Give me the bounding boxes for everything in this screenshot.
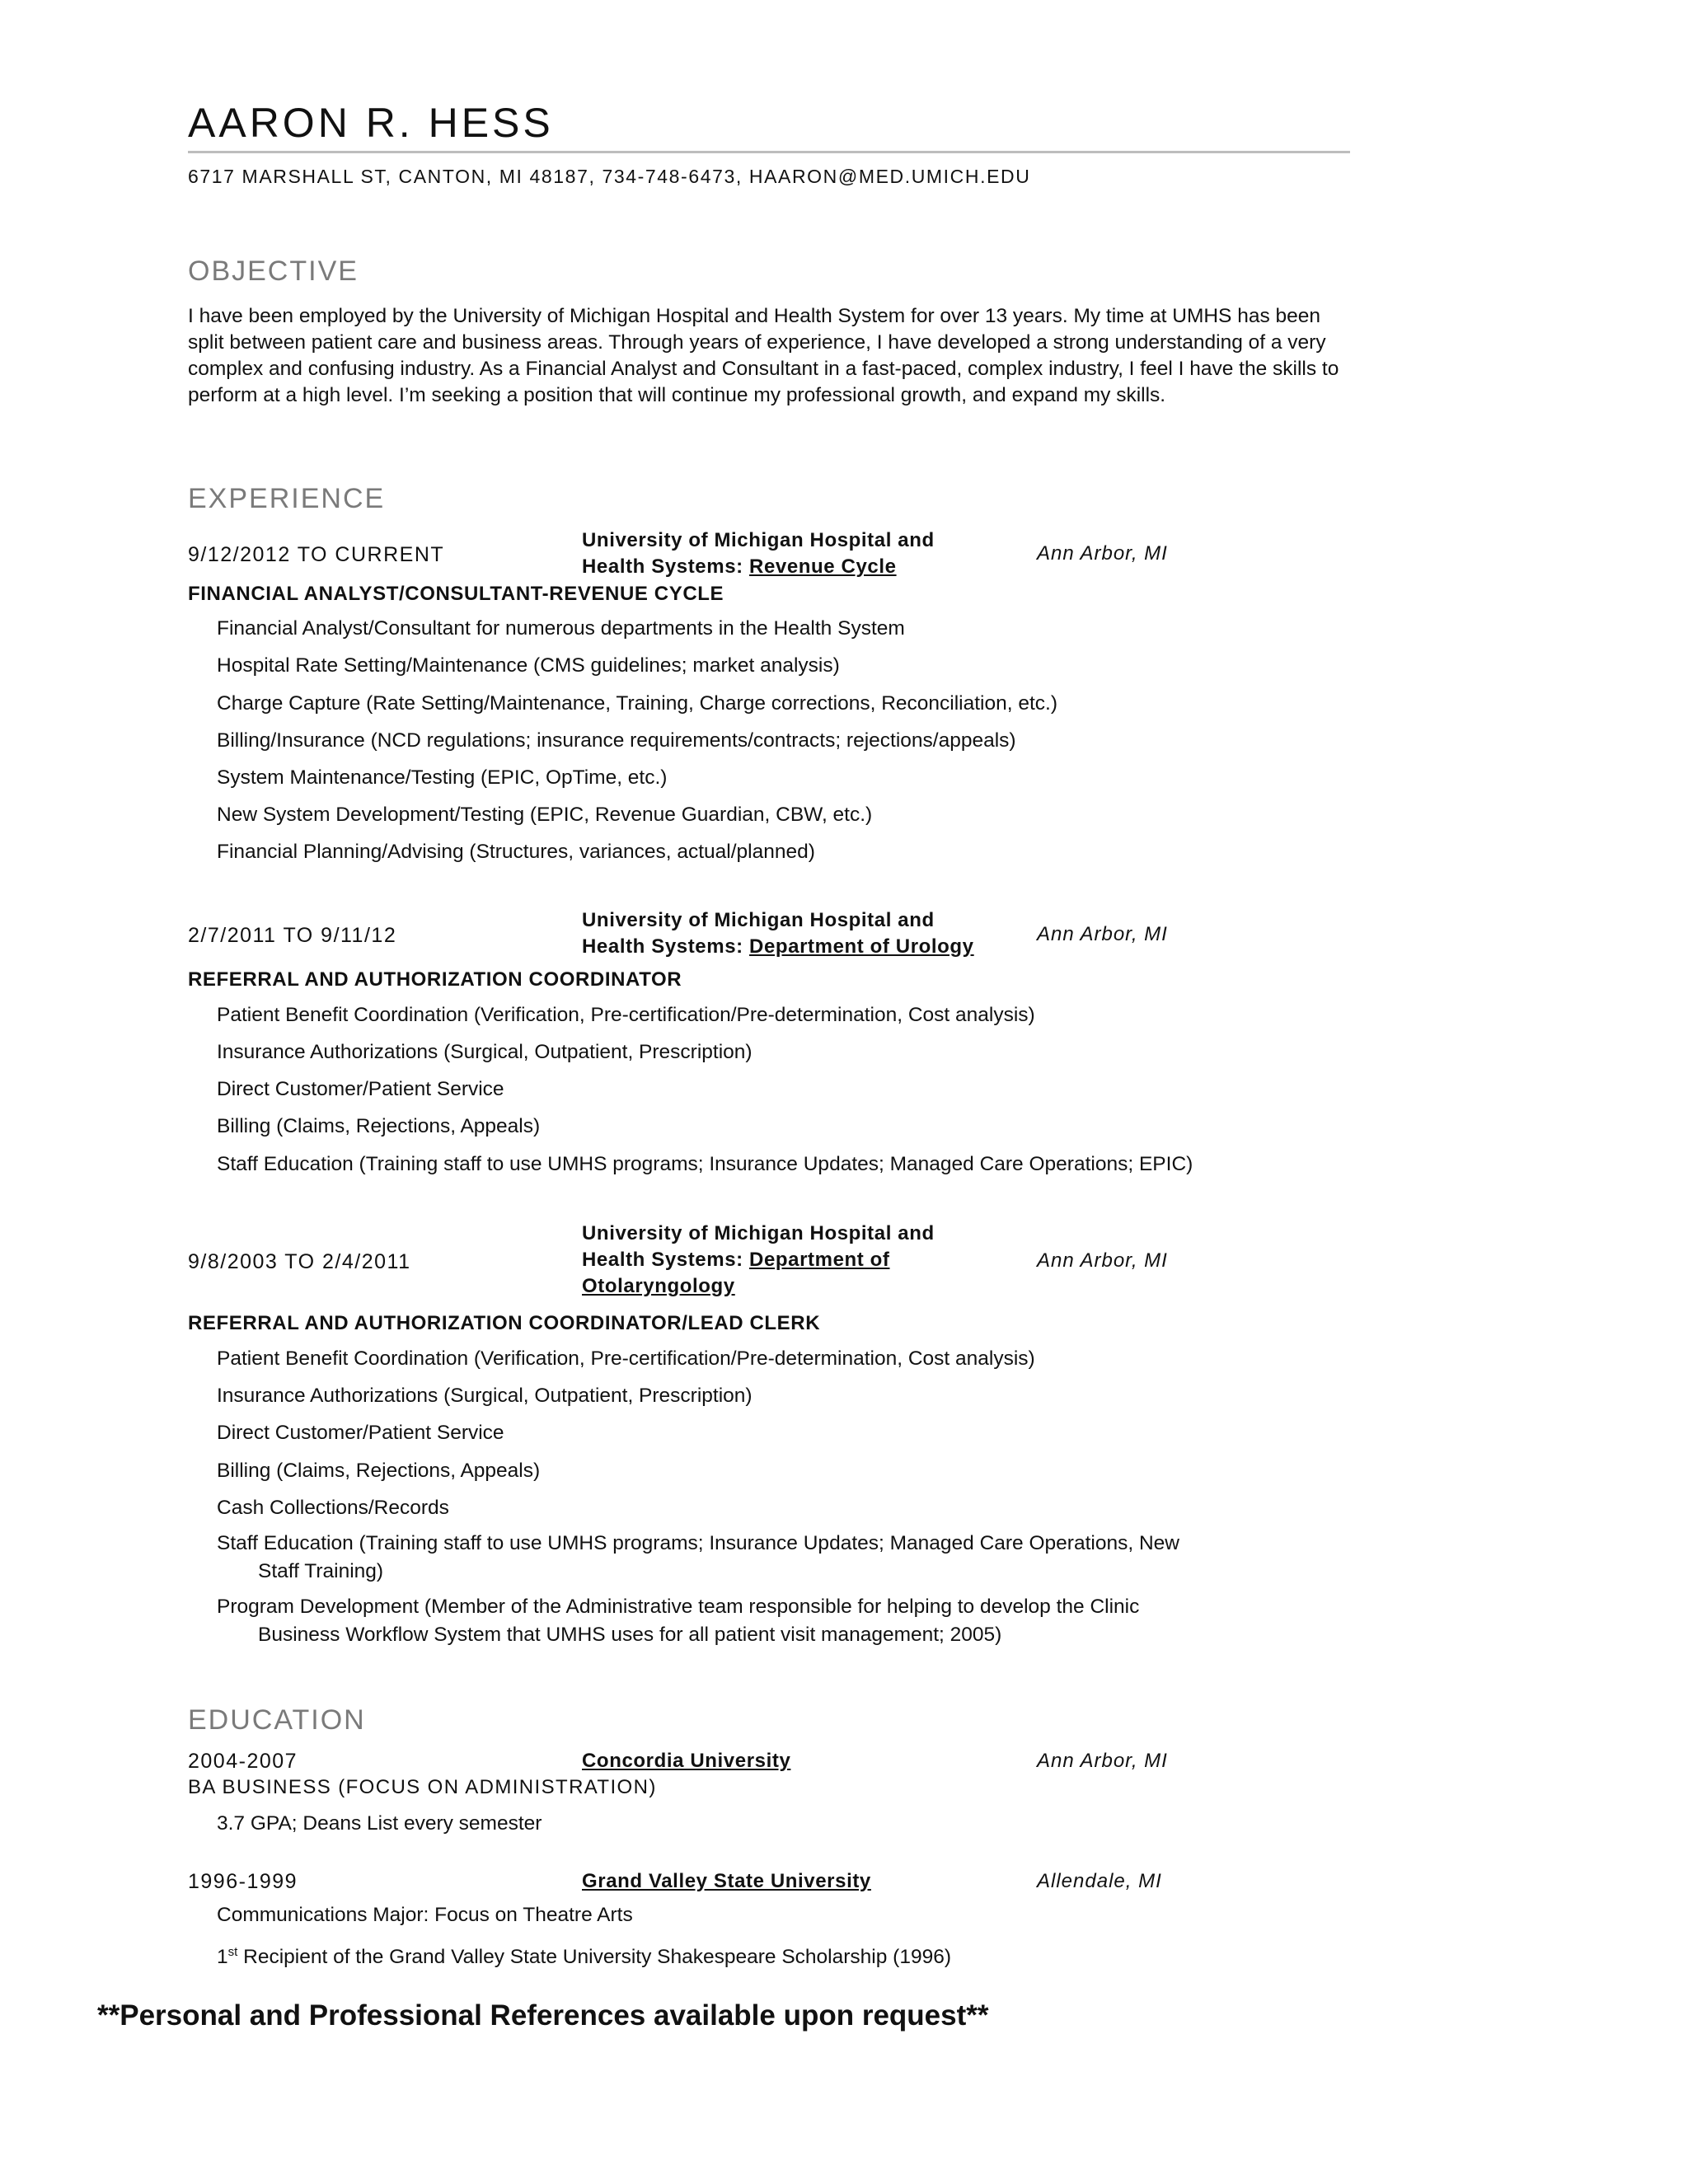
objective-heading: OBJECTIVE: [188, 255, 359, 287]
job-duty: Billing (Claims, Rejections, Appeals): [217, 1460, 541, 1482]
award-ordinal-suffix: st: [227, 1945, 238, 1959]
job-duty: Billing/Insurance (NCD regulations; insurance requirements/contracts; rejections/appeals): [217, 729, 1016, 752]
job-title: FINANCIAL ANALYST/CONSULTANT-REVENUE CYCLE: [188, 583, 724, 605]
job-duty: Hospital Rate Setting/Maintenance (CMS guidelines; market analysis): [217, 654, 840, 677]
org-line-2-prefix: Health Systems:: [582, 935, 750, 958]
job-organization: [582, 1221, 1010, 1300]
job-duty: Financial Analyst/Consultant for numerous departments in the Health System: [217, 617, 905, 640]
org-department: Department of: [749, 1249, 890, 1271]
org-department: Revenue Cycle: [749, 555, 897, 578]
org-line-1: University of Michigan Hospital and: [582, 909, 935, 931]
candidate-name: AARON R. HESS: [188, 100, 554, 146]
job-title: REFERRAL AND AUTHORIZATION COORDINATOR: [188, 968, 682, 991]
org-department: Department of Urology: [749, 935, 974, 958]
job-location: Ann Arbor, MI: [1037, 542, 1168, 565]
education-years: 2004-2007: [188, 1750, 298, 1773]
job-duty: [217, 1593, 1354, 1649]
education-detail: 3.7 GPA; Deans List every semester: [217, 1812, 542, 1835]
org-line-2-prefix: Health Systems:: [582, 1249, 750, 1271]
job-duty: Direct Customer/Patient Service: [217, 1422, 504, 1444]
job-location: Ann Arbor, MI: [1037, 923, 1168, 945]
job-duty: Insurance Authorizations (Surgical, Outpatient, Prescription): [217, 1385, 753, 1407]
school-name: Grand Valley State University: [582, 1870, 871, 1892]
contact-info: 6717 MARSHALL ST, CANTON, MI 48187, 734-748-6473, HAARON@MED.UMICH.EDU: [188, 166, 1031, 187]
award-ordinal: 1: [217, 1946, 228, 1969]
job-dates: 9/8/2003 TO 2/4/2011: [188, 1250, 411, 1273]
job-location: Ann Arbor, MI: [1037, 1249, 1168, 1272]
references-note: **Personal and Professional References available upon request**: [97, 1999, 989, 2032]
job-duty: System Maintenance/Testing (EPIC, OpTime, etc.): [217, 766, 668, 789]
job-duty: Patient Benefit Coordination (Verification, Pre-certification/Pre-determination, Cost analysis): [217, 1004, 1035, 1026]
org-department-continued: Otolaryngology: [582, 1275, 735, 1297]
duty-line: Program Development (Member of the Administrative team responsible for helping to develop the Clinic: [217, 1596, 1140, 1618]
job-dates: 9/12/2012 TO CURRENT: [188, 543, 445, 566]
job-duty: Cash Collections/Records: [217, 1497, 449, 1519]
job-duty: [217, 1530, 1354, 1586]
org-line-1: University of Michigan Hospital and: [582, 529, 935, 551]
education-detail: Communications Major: Focus on Theatre Arts: [217, 1904, 633, 1926]
job-duty: New System Development/Testing (EPIC, Revenue Guardian, CBW, etc.): [217, 804, 873, 826]
award-text: Recipient of the Grand Valley State University Shakespeare Scholarship (1996): [237, 1946, 951, 1969]
job-duty: Billing (Claims, Rejections, Appeals): [217, 1115, 541, 1137]
duty-line: Staff Education (Training staff to use UMHS programs; Insurance Updates; Managed Care Operations, New: [217, 1532, 1179, 1554]
school-location: Ann Arbor, MI: [1037, 1750, 1168, 1772]
job-organization: [582, 907, 1010, 960]
job-duty: Insurance Authorizations (Surgical, Outpatient, Prescription): [217, 1041, 753, 1063]
job-duty: Charge Capture (Rate Setting/Maintenance, Training, Charge corrections, Reconciliation, etc.): [217, 692, 1057, 715]
duty-line-continued: Staff Training): [258, 1560, 384, 1582]
job-title: REFERRAL AND AUTHORIZATION COORDINATOR/LEAD CLERK: [188, 1312, 821, 1334]
job-duty: Financial Planning/Advising (Structures, variances, actual/planned): [217, 841, 815, 863]
school-location: Allendale, MI: [1037, 1870, 1162, 1892]
duty-line-continued: Business Workflow System that UMHS uses for all patient visit management; 2005): [258, 1624, 1002, 1646]
job-organization: [582, 527, 1010, 580]
job-duty: Staff Education (Training staff to use UMHS programs; Insurance Updates; Managed Care Operations; EPIC): [217, 1153, 1193, 1175]
education-heading: EDUCATION: [188, 1704, 366, 1736]
degree: BA BUSINESS (FOCUS ON ADMINISTRATION): [188, 1776, 657, 1798]
job-duty: Direct Customer/Patient Service: [217, 1078, 504, 1100]
header-divider: [188, 151, 1350, 153]
objective-text: I have been employed by the University of Michigan Hospital and Health System for over 13 years. My time at UMHS has been split between patient care and business areas. Through years of experience, I have developed a strong understanding of a very complex and confusing industry. As a Financial Analyst and Consultant in a fast-paced, complex industry, I feel I have the skills to perform at a high level. I’m seeking a position that will continue my professional growth, and expand my skills.: [188, 305, 1339, 406]
job-dates: 2/7/2011 TO 9/11/12: [188, 924, 397, 947]
org-line-1: University of Michigan Hospital and: [582, 1222, 935, 1244]
experience-heading: EXPERIENCE: [188, 483, 386, 514]
org-line-2-prefix: Health Systems:: [582, 555, 750, 578]
school-name: Concordia University: [582, 1750, 791, 1772]
job-duty: Patient Benefit Coordination (Verification, Pre-certification/Pre-determination, Cost analysis): [217, 1347, 1035, 1370]
education-years: 1996-1999: [188, 1870, 298, 1893]
education-award: [217, 1938, 1354, 1971]
